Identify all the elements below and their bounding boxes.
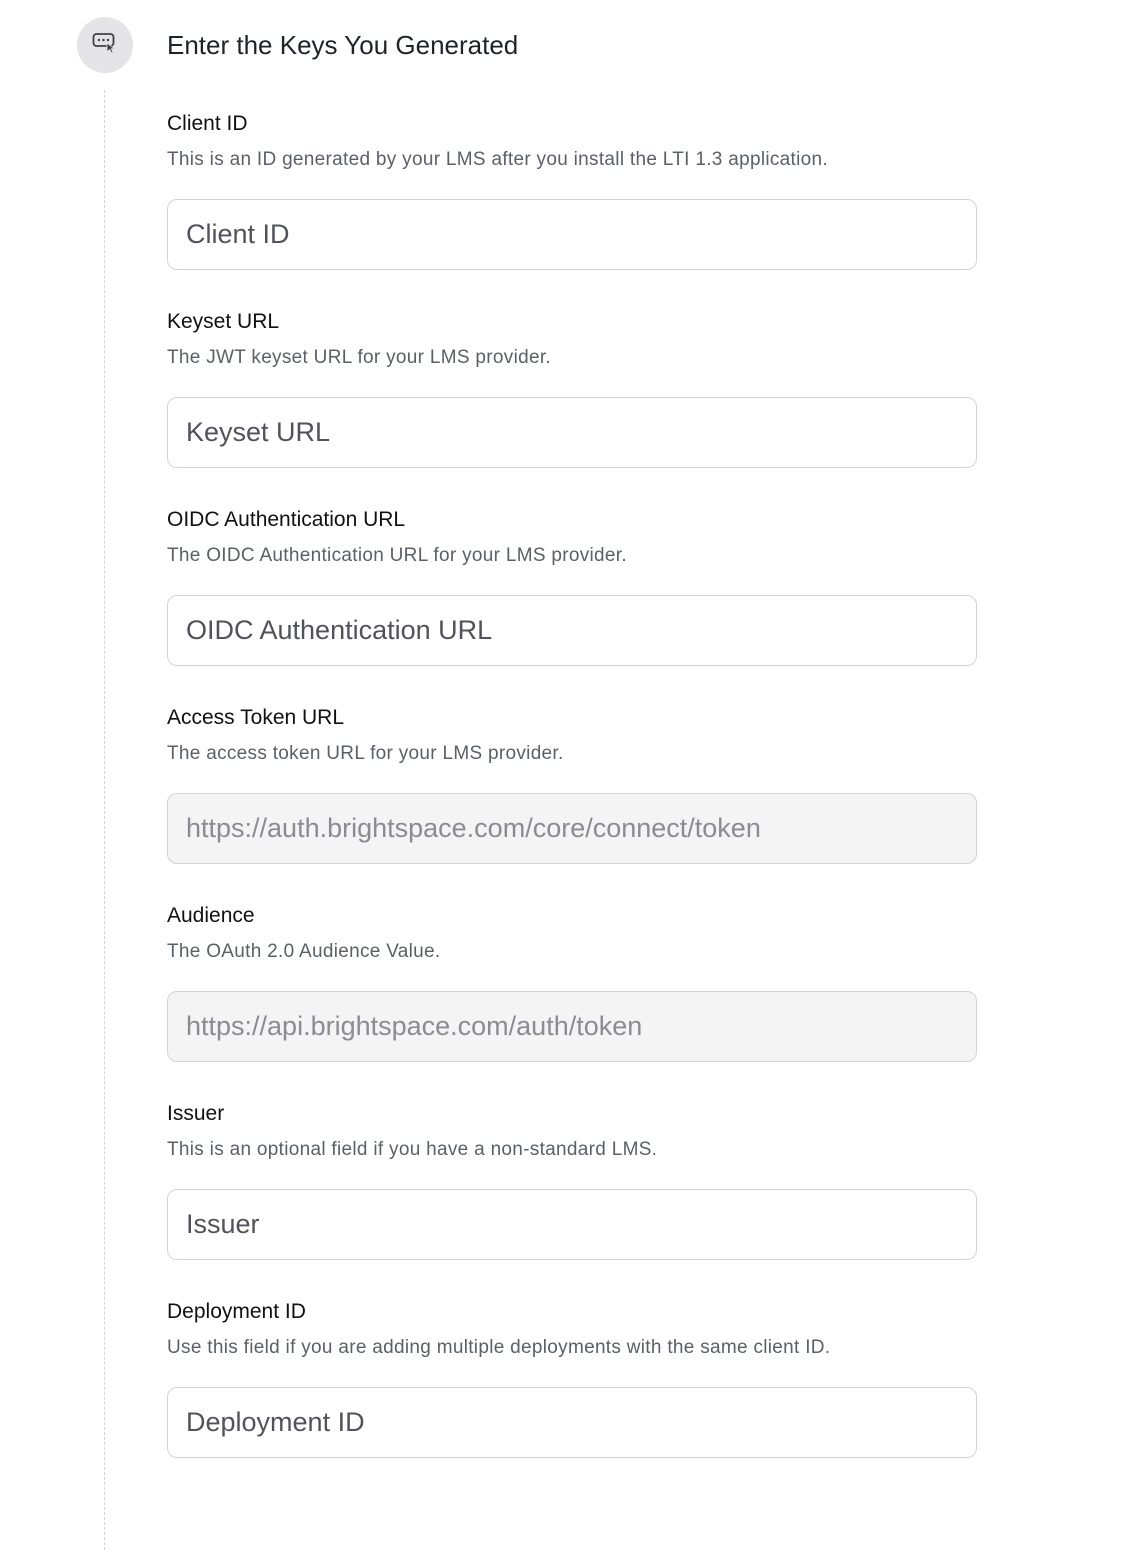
field-label: Keyset URL [167,310,280,333]
field-label: OIDC Authentication URL [167,508,406,531]
field-help-text: The JWT keyset URL for your LMS provider. [167,347,551,368]
field-help-text: Use this field if you are adding multiple deployments with the same client ID. [167,1337,831,1358]
keys-form [167,110,977,1496]
field-label: Deployment ID [167,1300,306,1323]
step-title: Enter the Keys You Generated [167,30,519,60]
field-label: Client ID [167,112,248,135]
field-deployment-id [167,1298,977,1496]
oidc-auth-url-input[interactable] [167,595,977,666]
field-audience [167,902,977,1100]
field-label: Issuer [167,1102,225,1125]
field-help-text: The access token URL for your LMS provider. [167,743,564,764]
field-help-text: This is an optional field if you have a non-standard LMS. [167,1139,658,1160]
field-oidc-auth-url [167,506,977,704]
field-help-text: The OIDC Authentication URL for your LMS provider. [167,545,627,566]
access-token-url-input [167,793,977,864]
chat-pointer-icon [92,32,118,59]
field-label: Access Token URL [167,706,345,729]
keyset-url-input[interactable] [167,397,977,468]
step-connector-line [104,90,105,1550]
field-issuer [167,1100,977,1298]
client-id-input[interactable] [167,199,977,270]
field-label: Audience [167,904,255,927]
field-keyset-url [167,308,977,506]
step-badge [77,17,133,73]
field-client-id [167,110,977,308]
field-help-text: The OAuth 2.0 Audience Value. [167,941,441,962]
deployment-id-input[interactable] [167,1387,977,1458]
field-access-token-url [167,704,977,902]
audience-input [167,991,977,1062]
issuer-input[interactable] [167,1189,977,1260]
field-help-text: This is an ID generated by your LMS after you install the LTI 1.3 application. [167,149,828,170]
